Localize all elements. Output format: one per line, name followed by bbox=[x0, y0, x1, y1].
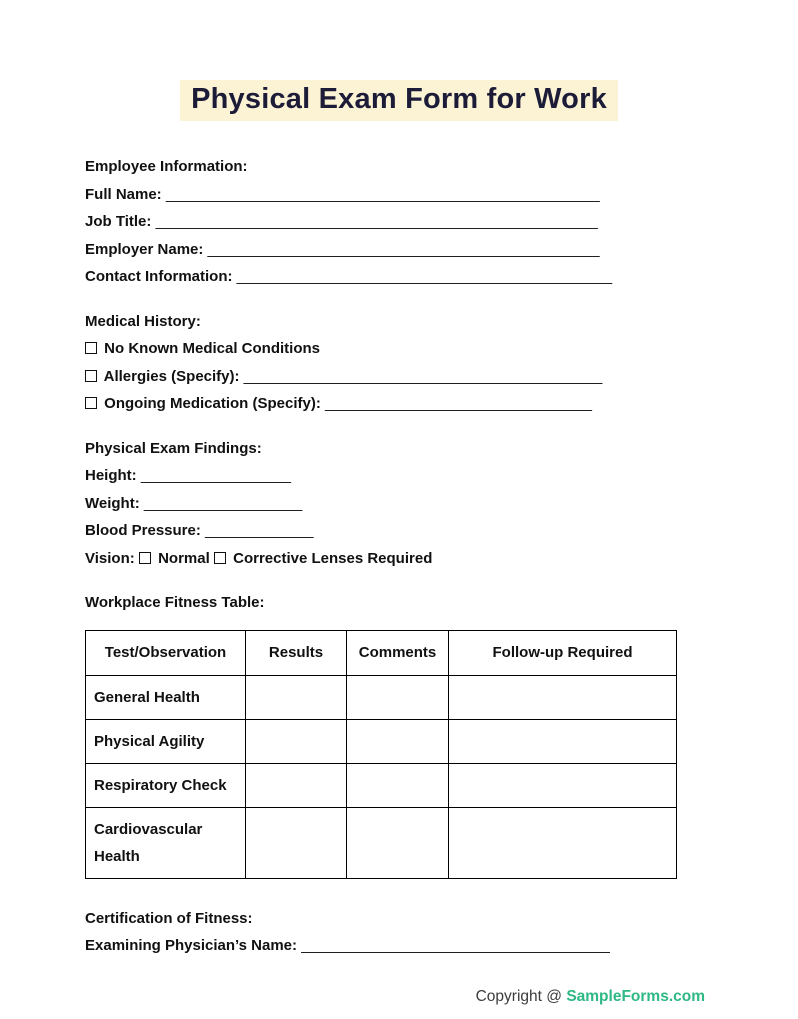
table-row-physical-agility bbox=[86, 719, 677, 763]
field-label: Weight: bbox=[85, 494, 140, 512]
field-label: Examining Physician’s Name: bbox=[85, 937, 298, 954]
blank-line: _____________________________________________ bbox=[236, 268, 613, 285]
table-header-row bbox=[86, 630, 677, 675]
follow-up-cell bbox=[449, 763, 677, 807]
checkbox-label: Allergies (Specify): bbox=[103, 367, 240, 385]
table-row-cardiovascular-health bbox=[86, 807, 677, 878]
results-cell bbox=[246, 807, 347, 878]
exam-section-heading: Physical Exam Findings: bbox=[85, 439, 262, 457]
section-medical-history bbox=[85, 308, 676, 418]
checkbox-icon[interactable] bbox=[85, 397, 97, 409]
field-contact-information bbox=[85, 263, 676, 291]
fitness-table-heading: Workplace Fitness Table: bbox=[85, 594, 265, 611]
comments-cell bbox=[347, 719, 449, 763]
test-cell: Physical Agility bbox=[86, 719, 246, 763]
blank-line: _____________________________________ bbox=[301, 937, 610, 954]
field-label: Vision: bbox=[85, 549, 135, 567]
certification-heading: Certification of Fitness: bbox=[85, 909, 253, 927]
field-employer-name bbox=[85, 236, 676, 264]
test-cell: Respiratory Check bbox=[86, 763, 246, 807]
field-job-title bbox=[85, 208, 676, 236]
medical-section-heading: Medical History: bbox=[85, 312, 201, 330]
blank-line: ___________________ bbox=[143, 494, 303, 512]
checkbox-label: Ongoing Medication (Specify): bbox=[104, 395, 321, 412]
checkbox-icon[interactable] bbox=[85, 342, 97, 354]
section-certification bbox=[85, 905, 676, 960]
section-employee-information bbox=[85, 153, 676, 291]
field-label: Employer Name: bbox=[85, 240, 204, 258]
checkbox-icon[interactable] bbox=[85, 370, 97, 382]
blank-line: _______________________________________________ bbox=[207, 240, 600, 258]
header-comments: Comments bbox=[347, 630, 449, 675]
comments-cell bbox=[347, 763, 449, 807]
sampleforms-link[interactable]: SampleForms.com bbox=[566, 987, 705, 1005]
title-bar bbox=[0, 0, 798, 121]
follow-up-cell bbox=[449, 719, 677, 763]
comments-cell bbox=[347, 807, 449, 878]
results-cell bbox=[246, 675, 347, 719]
blank-line: _____________________________________________________ bbox=[155, 213, 598, 230]
footer bbox=[0, 988, 798, 1006]
checkbox-icon[interactable] bbox=[139, 552, 151, 564]
field-blood-pressure bbox=[85, 517, 676, 545]
results-cell bbox=[246, 719, 347, 763]
blank-line: _____________ bbox=[205, 522, 314, 539]
header-test-observation: Test/Observation bbox=[86, 630, 246, 675]
table-row-general-health bbox=[86, 675, 677, 719]
follow-up-cell bbox=[449, 675, 677, 719]
copyright-text: Copyright @ bbox=[475, 987, 562, 1005]
header-follow-up-required: Follow-up Required bbox=[449, 630, 677, 675]
field-label: Full Name: bbox=[85, 185, 162, 203]
workplace-fitness-table bbox=[85, 630, 677, 879]
checkbox-label: No Known Medical Conditions bbox=[104, 340, 320, 357]
medical-item-allergies bbox=[85, 363, 676, 391]
section-workplace-fitness bbox=[85, 589, 676, 879]
vision-option-corrective-lenses: Corrective Lenses Required bbox=[233, 549, 433, 567]
test-cell: General Health bbox=[86, 675, 246, 719]
field-vision bbox=[85, 545, 676, 573]
results-cell bbox=[246, 763, 347, 807]
vision-option-normal: Normal bbox=[158, 549, 210, 567]
field-label: Height: bbox=[85, 467, 137, 484]
medical-item-no-known-conditions bbox=[85, 335, 676, 363]
field-full-name bbox=[85, 181, 676, 209]
comments-cell bbox=[347, 675, 449, 719]
follow-up-cell bbox=[449, 807, 677, 878]
blank-line: ________________________________ bbox=[325, 395, 592, 412]
test-cell: Cardiovascular Health bbox=[86, 807, 246, 878]
checkbox-icon[interactable] bbox=[214, 552, 226, 564]
page-title: Physical Exam Form for Work bbox=[180, 80, 618, 121]
table-row-respiratory-check bbox=[86, 763, 677, 807]
field-height bbox=[85, 462, 676, 490]
field-label: Blood Pressure: bbox=[85, 522, 201, 539]
blank-line: __________________ bbox=[140, 467, 292, 484]
section-physical-exam-findings bbox=[85, 435, 676, 573]
blank-line: ___________________________________________ bbox=[243, 367, 603, 385]
field-examining-physician-name bbox=[85, 932, 676, 960]
field-label: Contact Information: bbox=[85, 268, 233, 285]
blank-line: ____________________________________________________ bbox=[165, 185, 600, 203]
medical-item-ongoing-medication bbox=[85, 390, 676, 418]
header-results: Results bbox=[246, 630, 347, 675]
document-body bbox=[85, 153, 676, 960]
field-label: Job Title: bbox=[85, 213, 152, 230]
employee-section-heading: Employee Information: bbox=[85, 158, 248, 175]
field-weight bbox=[85, 490, 676, 518]
